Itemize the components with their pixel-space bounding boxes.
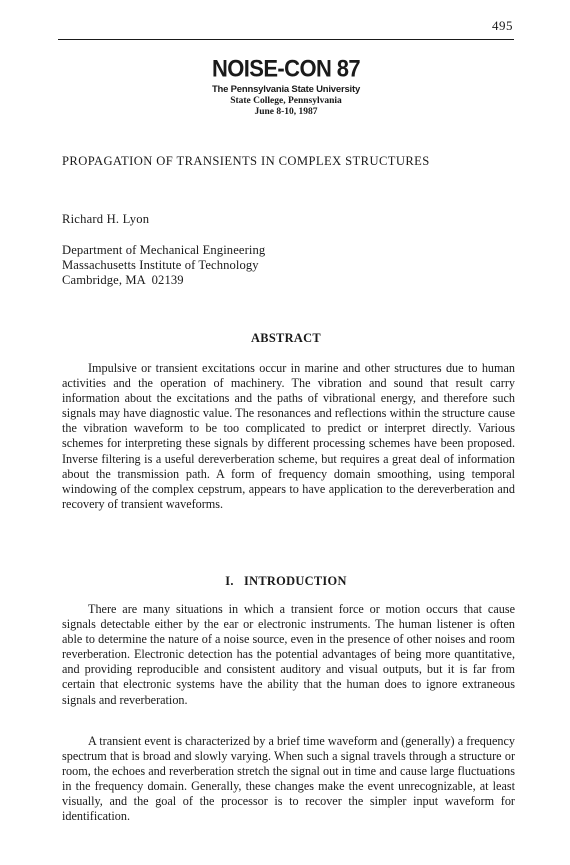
introduction-paragraph-2: A transient event is characterized by a brief time waveform and (generally) a frequency spectrum that is broad and slowly varying. When such a signal travels through a structure or room, the echoes and reverberation stretch the signal out in time and cause large fluctuations in the frequency domain. Generally, these changes make the event unrecognizable, at least visually, and the goal of the processor is to recover the simpler input waveform for identification. [62, 734, 515, 824]
conference-name: NOISE-CON 87 [211, 54, 361, 82]
page-number: 495 [492, 18, 513, 33]
conference-location: State College, Pennsylvania [230, 95, 342, 106]
affiliation-department: Department of Mechanical Engineering [62, 243, 266, 257]
paper-title: PROPAGATION OF TRANSIENTS IN COMPLEX STRUCTURES [62, 154, 430, 168]
author-affiliation [62, 243, 265, 289]
conference-university: The Pennsylvania State University [211, 84, 361, 96]
abstract-heading: ABSTRACT [251, 331, 321, 345]
introduction-paragraph-1: There are many situations in which a transient force or motion occurs that cause signals detectable either by the ear or electronic instruments. The human listener is often able to determine the nature of a noise source, even in the presence of other noises and room reverberation. Electronic detection has the potential advantages of being more quantitative, and providing reproducible and consistent auditory and visual outputs, but it is far from certain that electronic systems have the ability that the human does to ignore extraneous signals and reverberation. [62, 602, 515, 707]
introduction-heading: I. INTRODUCTION [225, 574, 347, 588]
conference-header [58, 56, 514, 119]
author-name: Richard H. Lyon [62, 212, 150, 226]
conference-dates: June 8-10, 1987 [254, 107, 318, 118]
header-rule [58, 39, 514, 40]
affiliation-institution: Massachusetts Institute of Technology [62, 258, 259, 273]
affiliation-address: Cambridge, MA 02139 [62, 273, 184, 288]
abstract-text: Impulsive or transient excitations occur in marine and other structures due to human activities and the operation of machinery. The vibration and sound that result carry information about the excitations and the paths of vibrational energy, and therefore such signals may have diagnostic value. The resonances and reflections within the structure cause the vibration waveform to be too complicated to predict or interpret directly. Various schemes for interpreting these signals by different processing schemes have been proposed. Inverse filtering is a useful dereverberation scheme, but requires a great deal of information about the transmission path. A form of frequency domain smoothing, using temporal windowing of the complex cepstrum, appears to have application to the dereverberation and recovery of transient waveforms. [62, 361, 515, 511]
